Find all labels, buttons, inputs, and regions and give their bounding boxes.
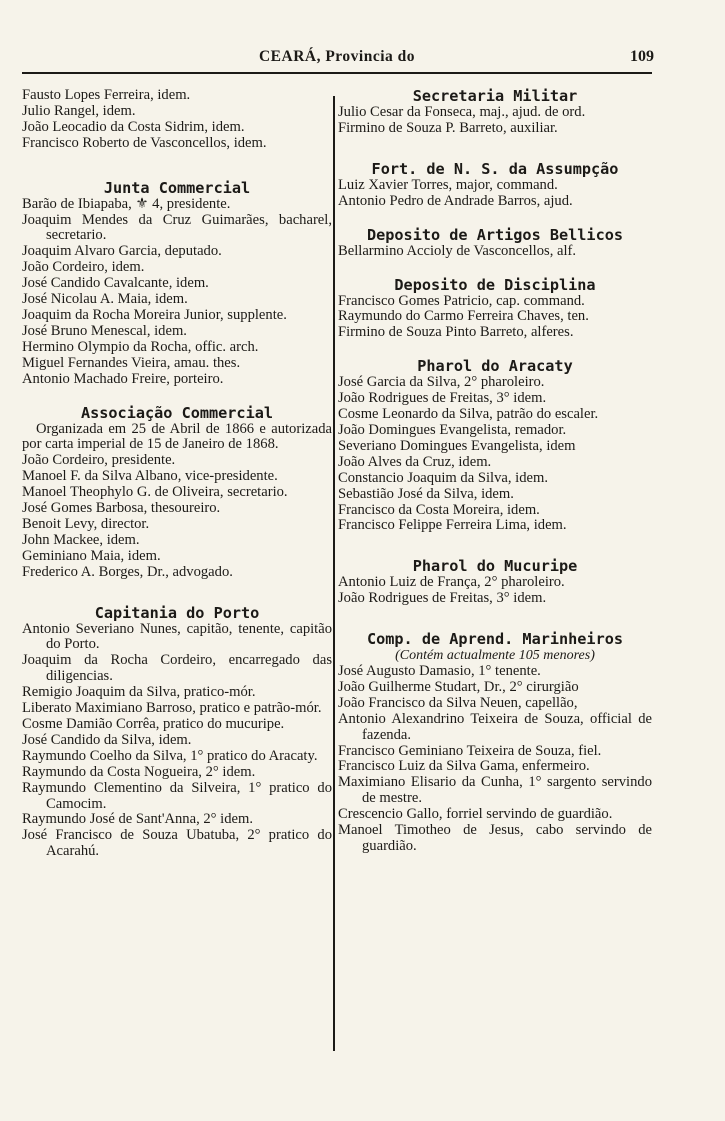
list-item: Antonio Machado Freire, porteiro.	[22, 370, 224, 387]
list-item: Maximiano Elisario da Cunha, 1° sargento servindo de mestre.	[338, 774, 652, 807]
list-item: João Cordeiro, idem.	[22, 259, 145, 276]
list-item: Francisco Gomes Patricio, cap. command.	[338, 292, 585, 309]
list-item: João Guilherme Studart, Dr., 2° cirurgião	[338, 678, 579, 695]
list-item: Cosme Leonardo da Silva, patrão do escaler.	[338, 406, 599, 423]
list-item: Miguel Fernandes Vieira, amau. thes.	[22, 354, 241, 371]
list-item: Raymundo José de Sant'Anna, 2° idem.	[22, 811, 253, 828]
list-item: João Domingues Evangelista, remador.	[338, 421, 567, 438]
list-item: João Leocadio da Costa Sidrim, idem.	[22, 118, 245, 135]
list-item: Manoel F. da Silva Albano, vice-presidente.	[22, 468, 278, 485]
list-item: Julio Cesar da Fonseca, maj., ajud. de ord.	[338, 104, 586, 120]
list-item: João Rodrigues de Freitas, 3° idem.	[338, 390, 547, 407]
section-heading: Comp. de Aprend. Marinheiros	[366, 630, 624, 649]
list-item: Joaquim da Rocha Moreira Junior, supplente.	[22, 306, 287, 323]
list-item: José Candido da Silva, idem.	[22, 731, 192, 748]
list-item: Crescencio Gallo, forriel servindo de guardião.	[338, 806, 613, 823]
list-item: José Bruno Menescal, idem.	[22, 322, 187, 339]
list-item: Joaquim da Rocha Cordeiro, encarregado das diligencias.	[22, 652, 332, 685]
list-item: Raymundo Clementino da Silveira, 1° pratico do Camocim.	[22, 779, 332, 812]
list-item: José Garcia da Silva, 2° pharoleiro.	[338, 374, 545, 391]
list-item: Francisco da Costa Moreira, idem.	[338, 501, 540, 518]
list-item: Remigio Joaquim da Silva, pratico-mór.	[22, 684, 256, 701]
section-heading: Associação Commercial	[80, 403, 274, 422]
list-item: Raymundo do Carmo Ferreira Chaves, ten.	[338, 308, 589, 325]
list-item: Joaquim Mendes da Cruz Guimarães, bacharel, secretario.	[22, 211, 332, 244]
list-item: Antonio Luiz de França, 2° pharoleiro.	[338, 574, 565, 591]
list-item: John Mackee, idem.	[22, 531, 140, 548]
column-divider	[333, 96, 335, 1051]
list-item: José Nicolau A. Maia, idem.	[22, 291, 188, 308]
list-item: Cosme Damião Corrêa, pratico do mucuripe.	[22, 716, 285, 732]
section-heading: Pharol do Aracaty	[417, 357, 573, 376]
section-note: (Contém actualmente 105 menores)	[395, 648, 595, 664]
list-item: Joaquim Alvaro Garcia, deputado.	[22, 243, 222, 260]
section-heading: Deposito de Disciplina	[394, 275, 596, 294]
section-heading: Fort. de N. S. da Assumpção	[371, 159, 619, 178]
list-item: Firmino de Souza P. Barreto, auxiliar.	[338, 119, 558, 136]
list-item: Benoit Levy, director.	[22, 515, 150, 532]
section-note: Organizada em 25 de Abril de 1866 e autorizada por carta imperial de 15 de Janeiro de 1868.	[22, 420, 332, 453]
list-item: Antonio Pedro de Andrade Barros, ajud.	[338, 192, 573, 209]
list-item: Fausto Lopes Ferreira, idem.	[22, 87, 191, 103]
list-item: Hermino Olympio da Rocha, offic. arch.	[22, 338, 259, 355]
list-item: Francisco Felippe Ferreira Lima, idem.	[338, 517, 567, 534]
list-item: Antonio Alexandrino Teixeira de Souza, official de fazenda.	[338, 710, 652, 743]
right-column	[338, 88, 652, 855]
capitania-list	[22, 622, 332, 861]
section-heading: Pharol do Mucuripe	[412, 557, 578, 576]
list-item: José Candido Cavalcante, idem.	[22, 275, 209, 292]
list-item: Frederico A. Borges, Dr., advogado.	[22, 563, 233, 580]
header-rule	[22, 72, 652, 74]
list-item: Sebastião José da Silva, idem.	[338, 485, 514, 502]
list-item: José Augusto Damasio, 1° tenente.	[338, 663, 541, 680]
list-item: José Gomes Barbosa, thesoureiro.	[22, 500, 221, 517]
list-item: Manoel Timotheo de Jesus, cabo servindo de guardião.	[338, 822, 652, 854]
left-column	[22, 88, 332, 860]
running-title: CEARÁ, Provincia do	[258, 48, 416, 65]
list-item: João Francisco da Silva Neuen, capellão,	[338, 694, 578, 711]
list-item: Constancio Joaquim da Silva, idem.	[338, 469, 548, 486]
top-list	[22, 88, 332, 152]
section-heading: Deposito de Artigos Bellicos	[366, 225, 624, 244]
list-item: José Francisco de Souza Ubatuba, 2° pratico do Acarahú.	[22, 827, 332, 860]
list-item: Geminiano Maia, idem.	[22, 547, 161, 564]
list-item: Antonio Severiano Nunes, capitão, tenente, capitão do Porto.	[22, 620, 332, 653]
list-item: Francisco Geminiano Teixeira de Souza, fiel.	[338, 742, 602, 759]
junta-list	[22, 197, 332, 388]
list-item: Julio Rangel, idem.	[22, 102, 136, 119]
list-item: Francisco Luiz da Silva Gama, enfermeiro.	[338, 758, 590, 775]
list-item: João Rodrigues de Freitas, 3° idem.	[338, 590, 547, 607]
section-heading: Junta Commercial	[103, 178, 251, 197]
list-item: Francisco Roberto de Vasconcellos, idem.	[22, 134, 267, 151]
list-item: Raymundo Coelho da Silva, 1° pratico do Aracaty.	[22, 747, 318, 764]
section-heading: Capitania do Porto	[94, 603, 260, 622]
section-heading: Secretaria Militar	[412, 87, 578, 105]
list-item: Luiz Xavier Torres, major, command.	[338, 176, 558, 193]
list-item: Barão de Ibiapaba, ⚜ 4, presidente.	[22, 195, 231, 212]
list-item: Manoel Theophylo G. de Oliveira, secretario.	[22, 484, 288, 501]
list-item: João Alves da Cruz, idem.	[338, 453, 492, 470]
associacao-list	[22, 453, 332, 580]
page-number: 109	[630, 48, 654, 65]
list-item: Liberato Maximiano Barroso, pratico e patrão-mór.	[22, 700, 322, 717]
running-header	[22, 46, 652, 70]
list-item: Bellarmino Accioly de Vasconcellos, alf.	[338, 242, 577, 259]
list-item: Raymundo da Costa Nogueira, 2° idem.	[22, 763, 256, 780]
list-item: João Cordeiro, presidente.	[22, 452, 176, 469]
list-item: Severiano Domingues Evangelista, idem	[338, 437, 576, 454]
list-item: Firmino de Souza Pinto Barreto, alferes.	[338, 324, 574, 341]
